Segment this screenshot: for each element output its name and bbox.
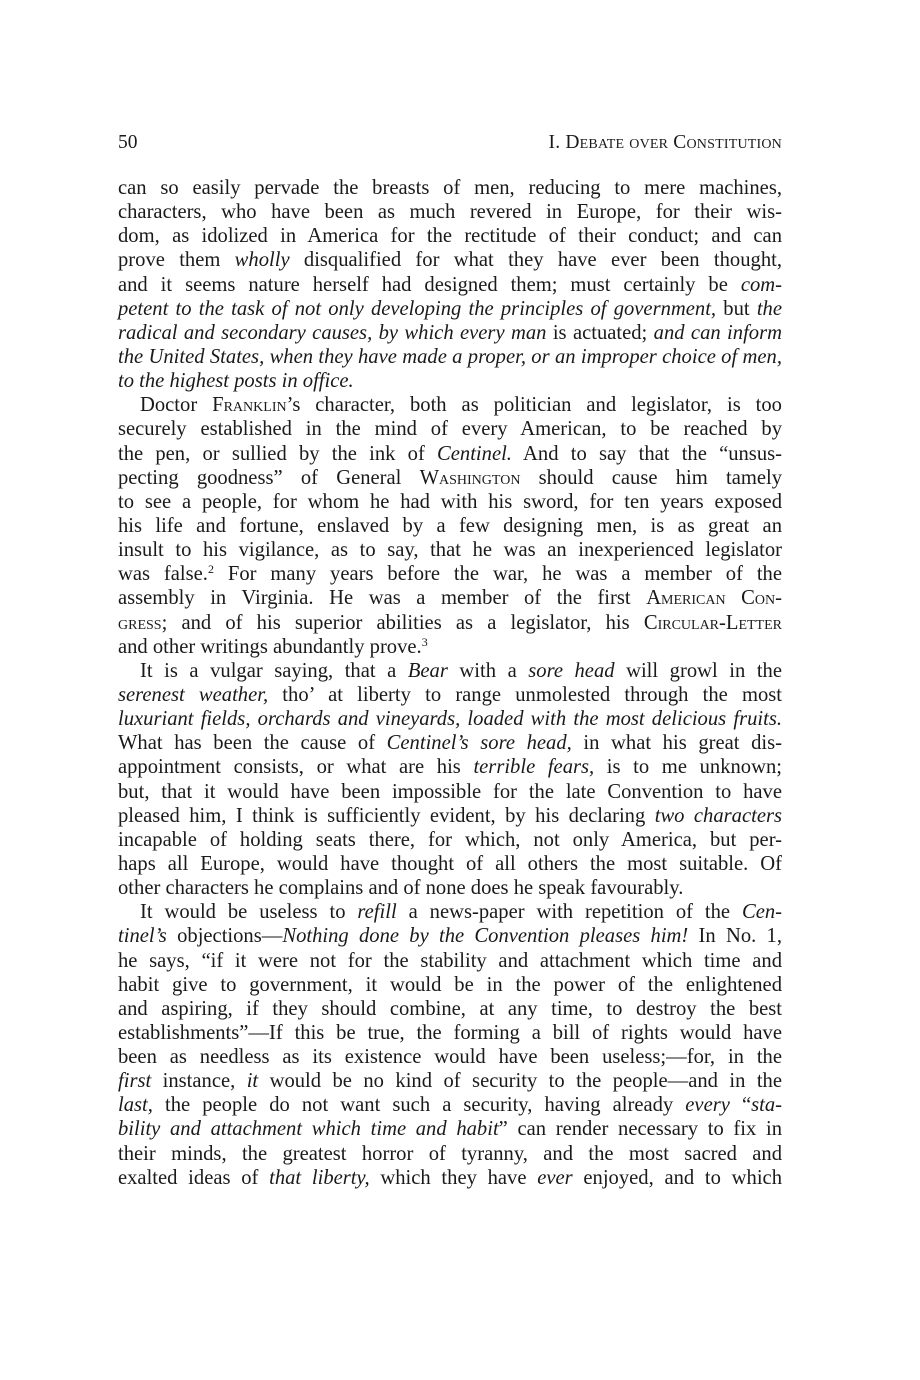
paragraph-2	[118, 393, 782, 659]
paragraph-1	[118, 176, 782, 393]
text-line: their minds, the greatest horror of tyranny, and the most sacred and	[118, 1142, 782, 1165]
text-line: but, that it would have been impossible for the late Convention to have	[118, 780, 782, 803]
text-line: dom, as idolized in America for the rectitude of their conduct; and can	[118, 225, 782, 248]
text-line: habit give to government, it would be in the power of the enlightened	[118, 973, 782, 996]
text-line: can so easily pervade the breasts of men, reducing to mere machines,	[118, 177, 782, 199]
text-line: serenest weather, tho’ at liberty to range unmolested through the most	[118, 683, 782, 706]
text-line: last, the people do not want such a security, having already every “sta-	[118, 1094, 782, 1117]
text-line: first instance, it would be no kind of security to the people—and in the	[118, 1070, 782, 1093]
text-line: It is a vulgar saying, that a Bear with a sore head will growl in the	[140, 659, 782, 682]
text-line: gress; and of his superior abilities as a legislator, his Circular-Letter	[118, 611, 782, 634]
text-line: Doctor Franklin’s character, both as politician and legislator, is too	[140, 394, 782, 417]
page-number: 50	[118, 132, 138, 153]
text-line: to the highest posts in office.	[118, 370, 354, 393]
text-line: and other writings abundantly prove.$^3$	[118, 634, 428, 658]
text-line: establishments”—If this be true, the forming a bill of rights would have	[118, 1021, 782, 1044]
text-line: haps all Europe, would have thought of all others the most suitable. Of	[118, 852, 782, 875]
paragraph-4	[118, 900, 782, 1190]
text-line: his life and fortune, enslaved by a few designing men, is as great an	[118, 514, 782, 537]
body-text	[118, 176, 782, 1190]
text-line: securely established in the mind of every American, to be reached by	[118, 418, 782, 441]
text-line: prove them wholly disqualified for what they have ever been thought,	[118, 249, 782, 272]
text-line: the United States, when they have made a proper, or an improper choice of men,	[118, 345, 782, 368]
text-line: other characters he complains and of none does he speak favourably.	[118, 877, 684, 900]
text-line: the pen, or sullied by the ink of Centinel. And to say that the “unsus-	[118, 442, 782, 465]
paragraph-3	[118, 659, 782, 900]
text-line: radical and secondary causes, by which every man is actuated; and can inform	[118, 321, 782, 344]
text-line: luxuriant fields, orchards and vineyards, loaded with the most delicious fruits.	[118, 708, 782, 731]
text-line: to see a people, for whom he had with his sword, for ten years exposed	[118, 490, 782, 513]
text-line: characters, who have been as much revered in Europe, for their wis-	[118, 201, 782, 224]
text-line: pleased him, I think is sufficiently evident, by his declaring two characters	[118, 804, 782, 827]
text-line: petent to the task of not only developing the principles of government, but the	[118, 297, 782, 320]
text-line: What has been the cause of Centinel’s sore head, in what his great dis-	[118, 732, 782, 755]
text-line: appointment consists, or what are his terrible fears, is to me unknown;	[118, 756, 782, 779]
text-line: he says, “if it were not for the stability and attachment which time and	[118, 949, 782, 972]
text-line: bility and attachment which time and habit” can render necessary to fix in	[118, 1118, 783, 1141]
footnote-ref: 2	[207, 562, 214, 577]
running-head	[118, 128, 782, 158]
text-line: incapable of holding seats there, for which, not only America, but per-	[118, 828, 782, 851]
text-line: tinel’s objections—Nothing done by the Convention pleases him! In No. 1,	[118, 925, 783, 948]
text-line: It would be useless to refill a news-paper with repetition of the Cen-	[140, 901, 783, 924]
text-line: been as needless as its existence would have been useless;—for, in the	[118, 1046, 782, 1069]
text-line: assembly in Virginia. He was a member of the first American Con-	[118, 587, 782, 610]
text-line: exalted ideas of that liberty, which they have ever enjoyed, and to which	[118, 1166, 782, 1189]
text-line: pecting goodness” of General Washington should cause him tamely	[118, 466, 783, 489]
section-title: I. Debate over Constitution	[548, 132, 782, 153]
text-line: was false.$^2$ For many years before the war, he was a member of the	[118, 562, 782, 586]
text-line: and aspiring, if they should combine, at any time, to destroy the best	[118, 997, 782, 1020]
footnote-ref: 3	[421, 634, 428, 649]
text-line: insult to his vigilance, as to say, that he was an inexperienced legislator	[118, 539, 782, 562]
text-line: and it seems nature herself had designed them; must certainly be com-	[118, 273, 782, 296]
